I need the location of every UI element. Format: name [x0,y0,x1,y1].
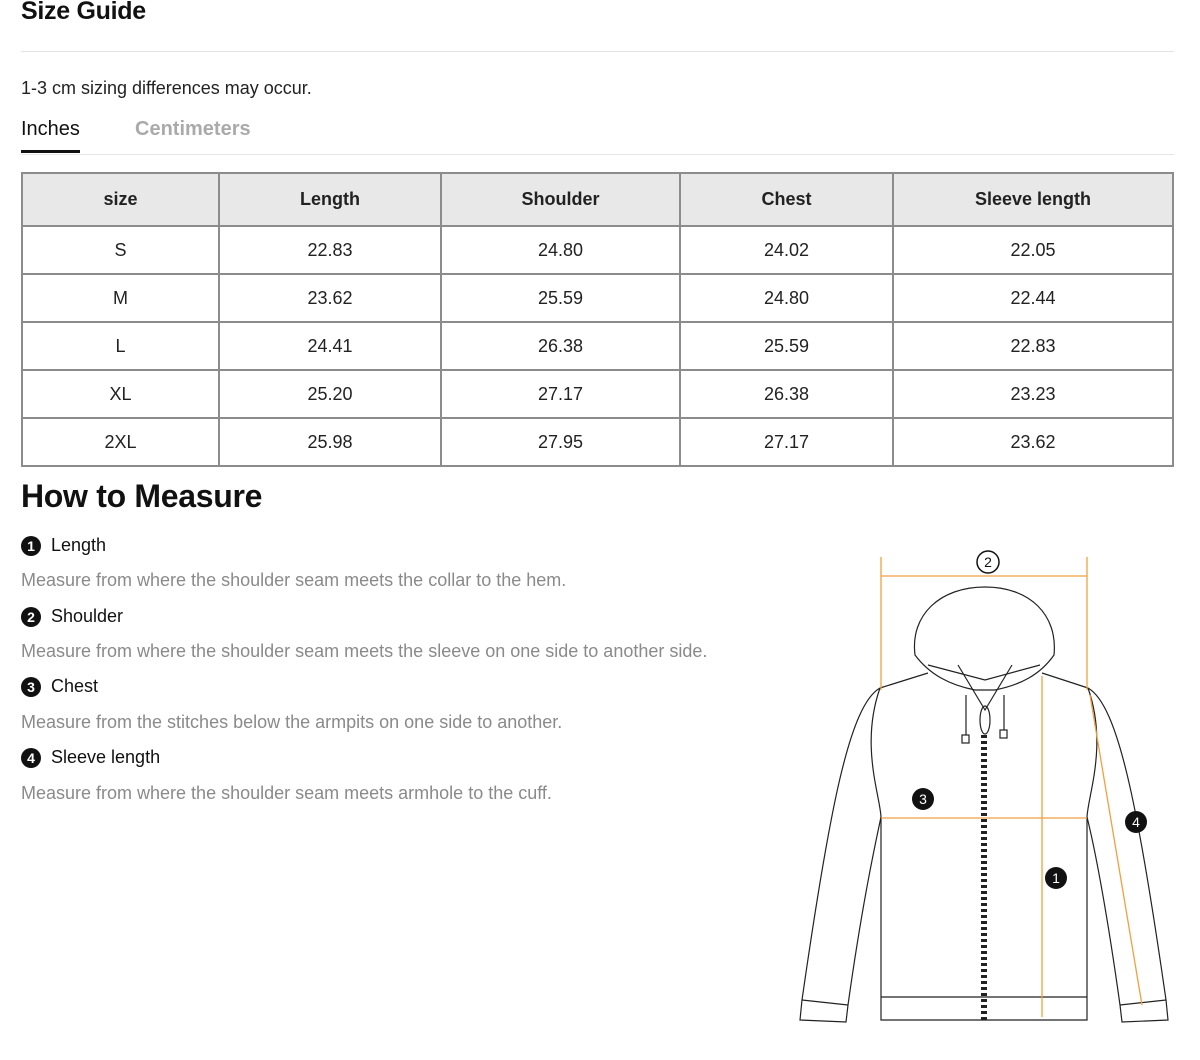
svg-text:3: 3 [919,791,927,807]
header-size: size [22,173,219,226]
step-description: Measure from where the shoulder seam meets the collar to the hem. [21,570,567,590]
step-label: Chest [51,676,99,696]
cell-chest: 24.02 [680,226,893,274]
cell-chest: 27.17 [680,418,893,466]
step-description: Measure from the stitches below the armpits on one side to another. [21,712,563,732]
hoodie-measure-diagram-icon [790,545,1180,1030]
cell-chest: 25.59 [680,322,893,370]
step-label: Length [51,535,107,555]
sizing-note: 1-3 cm sizing differences may occur. [21,78,312,98]
step-label: Shoulder [51,606,124,626]
cell-shoulder: 25.59 [441,274,680,322]
page-title: Size Guide [21,0,146,25]
cell-length: 22.83 [219,226,441,274]
cell-size: L [22,322,219,370]
number-1-icon: 1 [21,536,41,556]
step-label: Sleeve length [51,747,161,767]
cell-chest: 24.80 [680,274,893,322]
step-description: Measure from where the shoulder seam meets the sleeve on one side to another side. [21,641,708,661]
header-sleeve-length: Sleeve length [893,173,1173,226]
step-chest [21,676,98,697]
svg-text:4: 4 [1132,814,1140,830]
diagram-marker-1 [1045,867,1067,889]
step-sleeve-length [21,747,160,768]
number-3-icon: 3 [21,677,41,697]
cell-size: S [22,226,219,274]
diagram-marker-4 [1125,811,1147,833]
cell-sleeve-length: 22.83 [893,322,1173,370]
cell-shoulder: 24.80 [441,226,680,274]
table-row [22,418,1173,466]
cell-size: 2XL [22,418,219,466]
tab-centimeters[interactable]: Centimeters [135,118,251,140]
cell-length: 23.62 [219,274,441,322]
step-shoulder [21,606,123,627]
number-4-icon: 4 [21,748,41,768]
cell-length: 25.20 [219,370,441,418]
cell-shoulder: 27.17 [441,370,680,418]
header-chest: Chest [680,173,893,226]
table-row [22,274,1173,322]
cell-sleeve-length: 22.05 [893,226,1173,274]
cell-length: 24.41 [219,322,441,370]
how-to-measure-heading: How to Measure [21,478,263,514]
table-header-row [22,173,1173,226]
cell-shoulder: 27.95 [441,418,680,466]
svg-text:2: 2 [984,554,992,570]
cell-sleeve-length: 22.44 [893,274,1173,322]
cell-length: 25.98 [219,418,441,466]
table-row [22,370,1173,418]
diagram-marker-2 [977,551,999,573]
size-table [21,172,1174,467]
step-description: Measure from where the shoulder seam meets armhole to the cuff. [21,783,552,803]
unit-tabs [21,118,1174,155]
step-length [21,535,106,556]
table-row [22,226,1173,274]
hoodie-outline [800,587,1168,1022]
tab-inches[interactable]: Inches [21,118,80,153]
number-2-icon: 2 [21,607,41,627]
cell-shoulder: 26.38 [441,322,680,370]
cell-size: XL [22,370,219,418]
cell-chest: 26.38 [680,370,893,418]
measurement-lines [881,557,1142,1017]
svg-text:1: 1 [1052,870,1060,886]
cell-sleeve-length: 23.62 [893,418,1173,466]
header-length: Length [219,173,441,226]
cell-sleeve-length: 23.23 [893,370,1173,418]
table-row [22,322,1173,370]
header-divider [21,51,1174,52]
cell-size: M [22,274,219,322]
header-shoulder: Shoulder [441,173,680,226]
diagram-marker-3 [912,788,934,810]
